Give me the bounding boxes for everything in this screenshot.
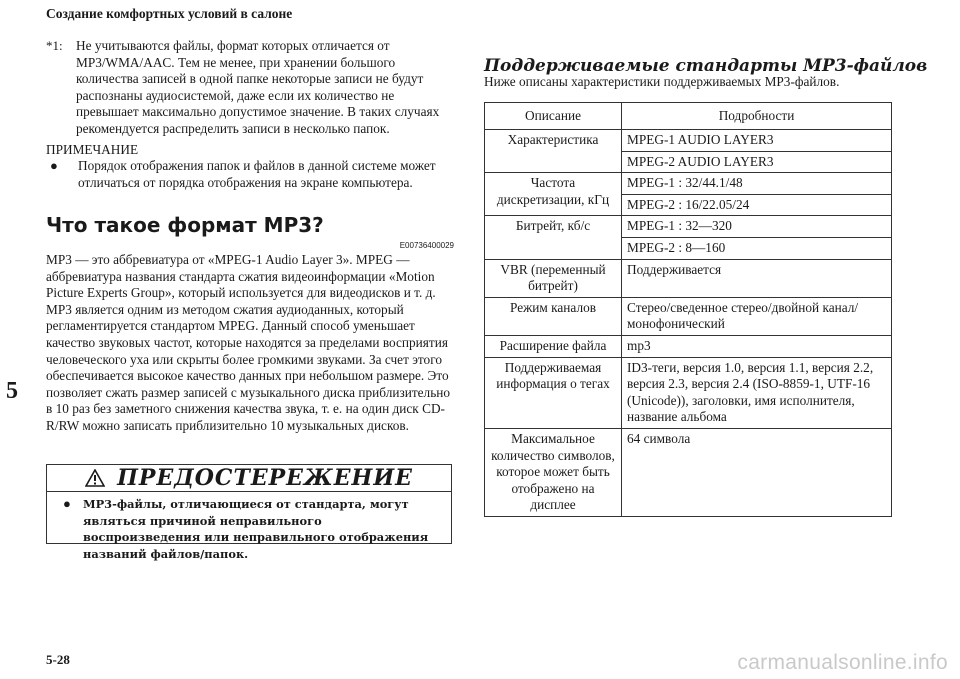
footnote-marker: *1: xyxy=(46,38,63,53)
supported-heading: Поддерживаемые стандарты MP3-файлов xyxy=(484,56,928,76)
row-value: Поддерживается xyxy=(622,259,892,297)
page-number: 5-28 xyxy=(46,652,70,667)
row-value: MPEG-1 : 32/44.1/48 xyxy=(622,173,892,195)
supported-intro: Ниже описаны характеристики поддерживаемых MP3-файлов. xyxy=(484,74,840,89)
row-value: mp3 xyxy=(622,335,892,357)
warning-text: MP3-файлы, отличающиеся от стандарта, могут являться причиной неправильного воспроизведения или неправильного отображения названий файлов/папок. xyxy=(83,497,429,561)
warning-item xyxy=(47,492,451,562)
footnote xyxy=(46,38,454,138)
row-value: MPEG-2 : 16/22.05/24 xyxy=(622,194,892,216)
table-row xyxy=(485,216,892,238)
table-row xyxy=(485,428,892,516)
table-row xyxy=(485,130,892,152)
table-header-row xyxy=(485,103,892,130)
row-value: ID3-теги, версия 1.0, версия 1.1, версия 2.2, версия 2.3, версия 2.4 (ISO-8859-1, UTF-16 (Unicode)), заголовки, имя исполнителя, название альбома xyxy=(622,357,892,428)
chapter-tab: 5 xyxy=(6,378,18,404)
row-label: Поддерживаемая информация о тегах xyxy=(485,357,622,428)
table-header-details: Подробности xyxy=(622,103,892,130)
table-row xyxy=(485,259,892,297)
row-value: MPEG-2 : 8—160 xyxy=(622,237,892,259)
row-value: MPEG-1 AUDIO LAYER3 xyxy=(622,130,892,152)
warning-triangle-icon xyxy=(85,469,105,487)
table-header-description: Описание xyxy=(485,103,622,130)
row-label: Максимальное количество символов, которое может быть отображено на дисплее xyxy=(485,428,622,516)
warning-box xyxy=(46,464,452,561)
table-row xyxy=(485,335,892,357)
table-row xyxy=(485,297,892,335)
table-row xyxy=(485,173,892,195)
section-code: E00736400029 xyxy=(399,241,454,250)
row-value: 64 символа xyxy=(622,428,892,516)
section-title: Создание комфортных условий в салоне xyxy=(46,6,293,21)
spec-table xyxy=(484,102,892,517)
note-text: Порядок отображения папок и файлов в данной системе может отличаться от порядка отображения на экране компьютера. xyxy=(78,158,436,190)
row-label: Режим каналов xyxy=(485,297,622,335)
footnote-text: Не учитываются файлы, формат которых отличается от MP3/WMA/AAC. Тем не менее, при хранении большого количества записей в одной папке некоторые записи не будут распознаны аудиосистемой, даже если их количество не превышает максимально допустимое значение. В таких случаях рекомендуется распределить записи в несколько папок. xyxy=(76,38,440,136)
row-label: Характеристика xyxy=(485,130,622,173)
row-label: VBR (переменный битрейт) xyxy=(485,259,622,297)
mp3-heading: Что такое формат MP3? xyxy=(46,213,324,237)
warning-header xyxy=(47,465,451,492)
row-label: Частота дискретизации, кГц xyxy=(485,173,622,216)
row-value: MPEG-2 AUDIO LAYER3 xyxy=(622,151,892,173)
bullet-icon: ● xyxy=(50,158,58,173)
row-label: Битрейт, кб/с xyxy=(485,216,622,259)
note-item xyxy=(46,158,454,191)
mp3-body-text: MP3 — это аббревиатура от «MPEG-1 Audio Layer 3». MPEG — аббревиатура названия стандарта сжатия видеоинформации «Motion Picture Experts Group», который используется для видеодисков и т. д. MP3 является одним из методом сжатия аудиоданных, который регламентируется стандартом MPEG. Данный способ уменьшает качество звуковых частот, которые находятся за пределами восприятия человеческого уха или скрыты более громкими звуками. За счет этого обеспечивается высокое качество данных при небольшом размере. Это позволяет сжать размер записей с музыкального диска приблизительно в 10 раз без заметного снижения качества звука, т. е. на один диск CD-R/RW можно записать приблизительно 10 музыкальных дисков. xyxy=(46,252,451,433)
watermark: carmanualsonline.info xyxy=(737,651,948,674)
table-row xyxy=(485,357,892,428)
row-value: Стерео/сведенное стерео/двойной канал/монофонический xyxy=(622,297,892,335)
warning-title: ПРЕДОСТЕРЕЖЕНИЕ xyxy=(117,465,413,491)
row-label: Расширение файла xyxy=(485,335,622,357)
bullet-icon: ● xyxy=(63,496,71,511)
row-value: MPEG-1 : 32—320 xyxy=(622,216,892,238)
note-title: ПРИМЕЧАНИЕ xyxy=(46,142,139,157)
